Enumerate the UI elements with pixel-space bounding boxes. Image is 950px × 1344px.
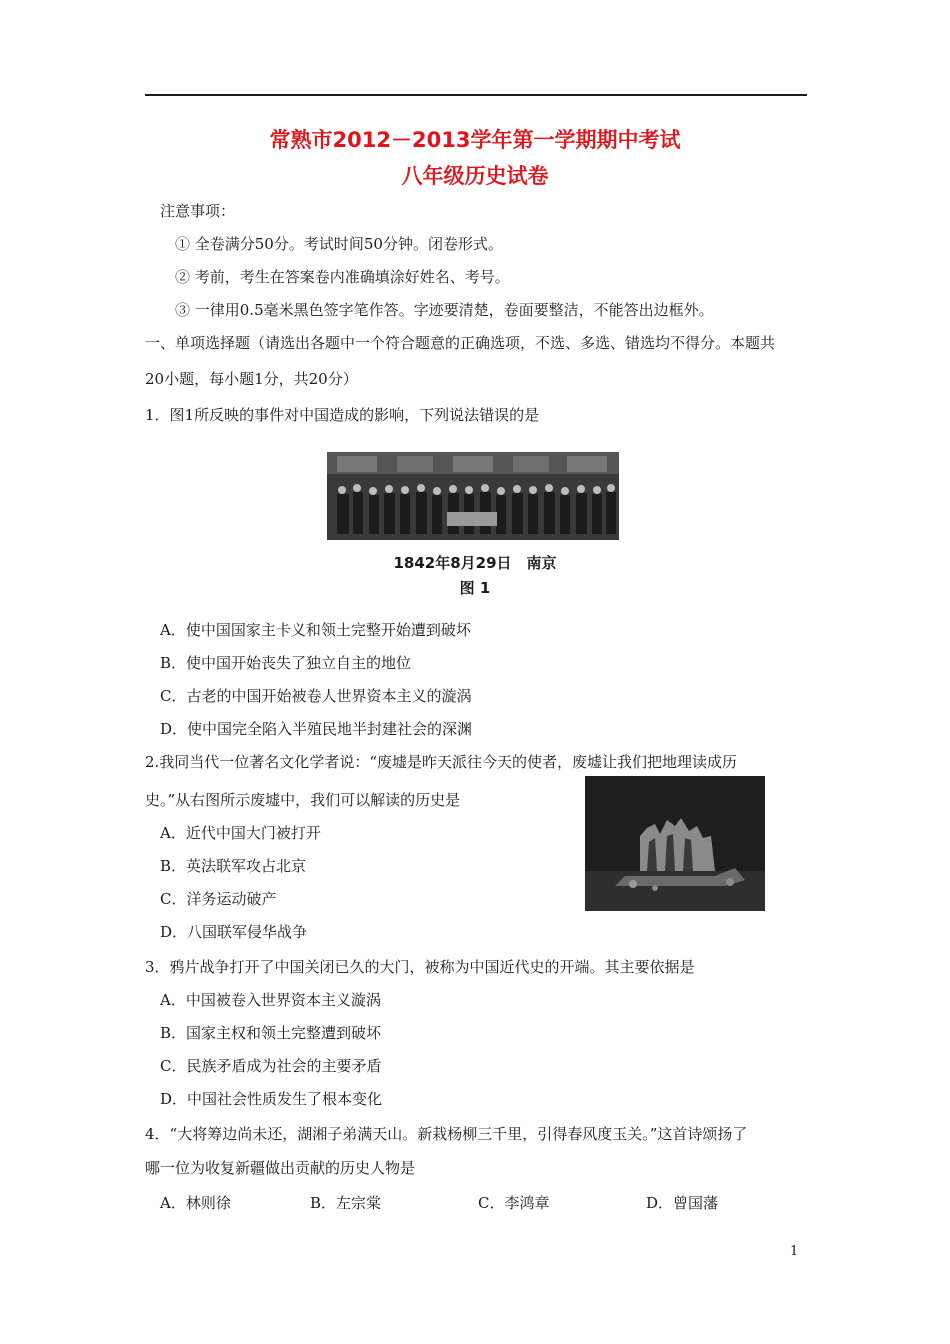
answer-option: B．使中国开始丧失了独立自主的地位 xyxy=(160,654,412,672)
question-stem: 3．鸦片战争打开了中国关闭已久的大门，被称为中国近代史的开端。其主要依据是 xyxy=(145,958,695,976)
exam-subtitle: 八年级历史试卷 xyxy=(401,164,549,188)
answer-option: C．洋务运动破产 xyxy=(160,890,277,908)
section-intro: 20小题，每小题1分，共20分） xyxy=(145,370,358,388)
treaty-signing-photo xyxy=(327,452,619,540)
figure-label: 图 1 xyxy=(459,579,491,597)
figure-caption: 1842年8月29日 南京 xyxy=(393,554,557,572)
question-stem: 2.我同当代一位著名文化学者说：“废墟是昨天派往今天的使者，废墟让我们把地理读成历 xyxy=(145,753,737,771)
answer-option: A．林则徐 xyxy=(160,1194,231,1212)
notice-heading: 注意事项： xyxy=(160,202,236,220)
answer-option: B．英法联军攻占北京 xyxy=(160,857,307,875)
answer-option: A．近代中国大门被打开 xyxy=(160,824,321,842)
notice-item: ③ 一律用0.5毫米黑色签字笔作答。字迹要清楚，卷面要整洁，不能答出边框外。 xyxy=(175,301,714,319)
answer-option: D．使中国完全陷入半殖民地半封建社会的深渊 xyxy=(160,720,473,738)
answer-option: A．使中国国家主卡义和领土完整开始遭到破坏 xyxy=(160,621,471,639)
answer-option: D．曾国藩 xyxy=(646,1194,719,1212)
question-stem: 4．“大将筹边尚未还，湖湘子弟满天山。新栽杨柳三千里，引得春风度玉关。”这首诗颂扬了 xyxy=(145,1125,748,1143)
answer-option: B．国家主权和领土完整遭到破坏 xyxy=(160,1024,382,1042)
question-stem: 1．图1所反映的事件对中国造成的影响，下列说法错误的是 xyxy=(145,406,540,424)
answer-option: D．中国社会性质发生了根本变化 xyxy=(160,1090,383,1108)
exam-title: 常熟市2012－2013学年第一学期期中考试 xyxy=(269,128,681,152)
header-rule xyxy=(145,94,807,96)
question-stem: 史。”从右图所示废墟中，我们可以解读的历史是 xyxy=(145,791,461,809)
answer-option: C．李鸿章 xyxy=(478,1194,550,1212)
answer-option: B．左宗棠 xyxy=(310,1194,382,1212)
answer-option: C．民族矛盾成为社会的主要矛盾 xyxy=(160,1057,382,1075)
ruins-photo xyxy=(585,776,765,911)
answer-option: D．八国联军侵华战争 xyxy=(160,923,308,941)
notice-item: ① 全卷满分50分。考试时间50分钟。闭卷形式。 xyxy=(175,235,503,253)
answer-option: A．中国被卷入世界资本主义漩涡 xyxy=(160,991,381,1009)
answer-option: C．古老的中国开始被卷人世界资本主义的漩涡 xyxy=(160,687,472,705)
question-stem: 哪一位为收复新疆做出贡献的历史人物是 xyxy=(145,1159,416,1177)
notice-item: ② 考前，考生在答案卷内准确填涂好姓名、考号。 xyxy=(175,268,510,286)
page-number: 1 xyxy=(790,1244,799,1259)
section-intro: 一、单项选择题（请选出各题中一个符合题意的正确选项，不选、多选、错选均不得分。本题共 xyxy=(145,334,776,352)
